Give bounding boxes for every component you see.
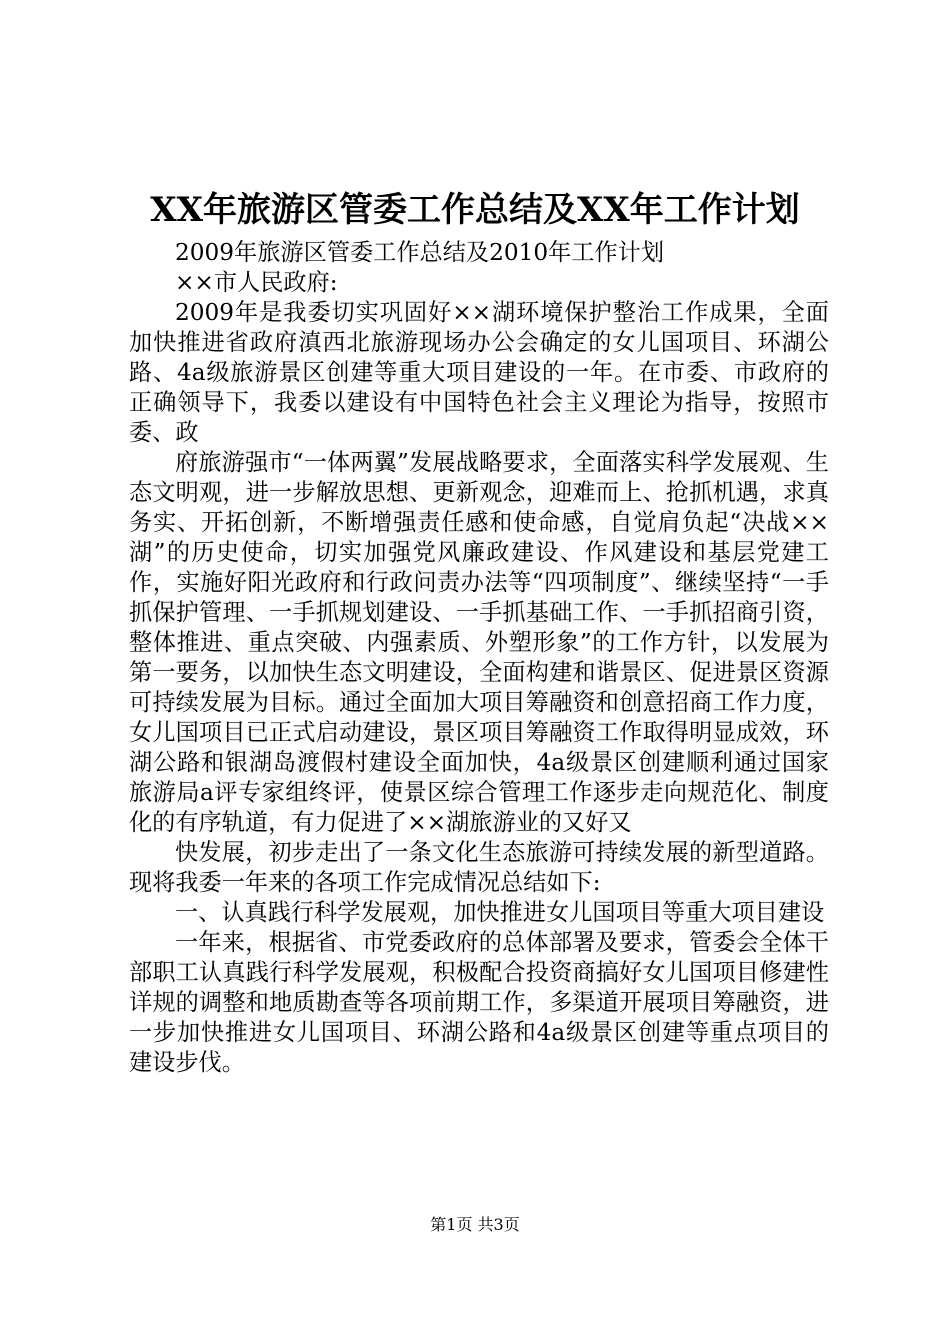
paragraph-summary-lead: 快发展，初步走出了一条文化生态旅游可持续发展的新型道路。现将我委一年来的各项工作完成情况总结如下: — [129, 839, 829, 896]
paragraph-subtitle: 2009年旅游区管委工作总结及2010年工作计划 — [175, 239, 665, 266]
paragraph-strategy: 府旅游强市“一体两翼”发展战略要求，全面落实科学发展观、生态文明观，进一步解放思想、更新观念，迎难而上、抢抓机遇，求真务实、开拓创新，不断增强责任感和使命感，自觉肩负起“决战××湖”的历史使命，切实加强党风廉政建设、作风建设和基层党建工作，实施好阳光政府和行政问责办法等“四项制度”、继续坚持“一手抓保护管理、一手抓规划建设、一手抓基础工作、一手抓招商引资，整体推进、重点突破、内强素质、外塑形象”的工作方针，以发展为第一要务，以加快生态文明建设，全面构建和谐景区、促进景区资源可持续发展为目标。通过全面加大项目筹融资和创意招商工作力度，女儿国项目已正式启动建设，景区项目筹融资工作取得明显成效，环湖公路和银湖岛渡假村建设全面加快，4a级景区创建顺利通过国家旅游局a评专家组终评，使景区综合管理工作逐步走向规范化、制度化的有序轨道，有力促进了××湖旅游业的又好又 — [129, 449, 829, 836]
paragraph-section-1: 一年来，根据省、市党委政府的总体部署及要求，管委会全体干部职工认真践行科学发展观，积极配合投资商搞好女儿国项目修建性详规的调整和地质勘查等各项前期工作，多渠道开展项目筹融资，进一步加快推进女儿国项目、环湖公路和4a级景区创建等重点项目的建设步伐。 — [129, 929, 829, 1076]
page-number: 第1页 共3页 — [430, 1215, 520, 1234]
paragraph-addressee: ××市人民政府: — [175, 269, 338, 296]
paragraph-intro: 2009年是我委切实巩固好××湖环境保护整治工作成果，全面加快推进省政府滇西北旅游现场办公会确定的女儿国项目、环湖公路、4a级旅游景区创建等重大项目建设的一年。在市委、市政府的正确领导下，我委以建设有中国特色社会主义理论为指导，按照市委、政 — [129, 299, 829, 446]
section-heading-1: 一、认真践行科学发展观，加快推进女儿国项目等重大项目建设 — [175, 899, 825, 926]
document-title: XX年旅游区管委工作总结及XX年工作计划 — [150, 190, 800, 230]
document-body — [129, 238, 829, 1078]
